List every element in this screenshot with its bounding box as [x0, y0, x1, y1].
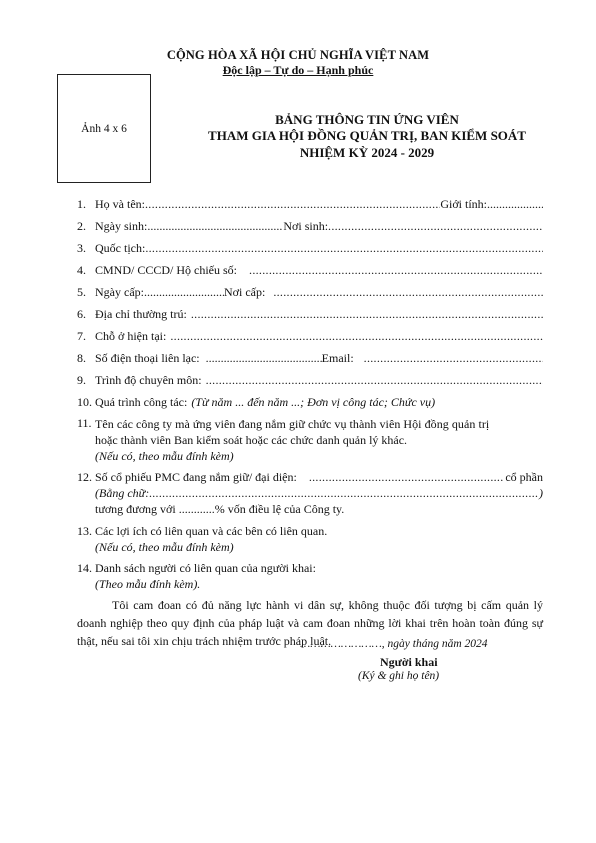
signature-date-line: ……………………, ngày tháng năm 2024 — [300, 638, 488, 650]
field-companies: 11. — [77, 416, 92, 430]
email-label: Email: — [321, 351, 354, 365]
field-shares[interactable]: 12. Số cổ phiếu PMC đang nắm giữ/ đại diện: ..... cổ phần — [77, 470, 543, 485]
photo-label: Ảnh 4 x 6 — [81, 122, 127, 135]
field-related-interests: 13. Các lợi ích có liên quan và các bên có liên quan. — [77, 524, 328, 538]
companies-text: Tên các công ty mà ứng viên đang nắm giữ chức vụ thành viên Hội đồng quản trị hoặc thành viên Ban kiểm soát hoặc các chức danh quản lý khác. (Nếu có, theo mẫu đính kèm) — [95, 416, 543, 464]
field-related-persons: 14. Danh sách người có liên quan của người khai: — [77, 561, 316, 575]
email-blank[interactable] — [364, 351, 543, 366]
phone-blank[interactable] — [206, 351, 322, 366]
birth-place-label: Nơi sinh: — [283, 219, 329, 233]
form-title-line3: NHIỆM KỲ 2024 - 2029 — [299, 145, 435, 160]
phone-label: Số điện thoại liên lạc: — [95, 351, 200, 365]
birth-date-label: Ngày sinh: — [95, 219, 148, 233]
field-full-name[interactable]: 1. Họ và tên: ..... Giới tính: ..... — [77, 197, 543, 212]
full-name-label: Họ và tên: — [95, 197, 145, 211]
permanent-address-blank[interactable] — [191, 307, 543, 322]
nation-header: CỘNG HÒA XÃ HỘI CHỦ NGHĨA VIỆT NAM — [166, 48, 430, 62]
field-birth[interactable]: 2. Ngày sinh: ..... Nơi sinh: ..... — [77, 219, 543, 234]
signer-label: Người khai — [380, 655, 438, 669]
issue-place-blank[interactable] — [273, 285, 543, 300]
form-title-line2: THAM GIA HỘI ĐỒNG QUẢN TRỊ, BAN KIỂM SOÁT — [208, 128, 526, 143]
shares-equivalent: tương đương với ............% vốn điều lệ của Công ty. — [95, 502, 345, 516]
photo-box — [57, 74, 151, 183]
field-qualification[interactable]: 9. Trình độ chuyên môn: ..... — [77, 373, 543, 388]
permanent-address-label: Địa chỉ thường trú: — [95, 307, 187, 321]
shares-blank[interactable] — [309, 470, 504, 485]
field-id-number[interactable]: 4. CMND/ CCCD/ Hộ chiếu số: ..... — [77, 263, 543, 278]
related-persons-label: Danh sách người có liên quan của người khai: — [95, 561, 316, 575]
companies-hint: (Nếu có, theo mẫu đính kèm) — [95, 449, 234, 463]
gender-blank[interactable] — [487, 197, 543, 212]
id-number-blank[interactable] — [249, 263, 543, 278]
birth-place-blank[interactable] — [328, 219, 543, 234]
field-permanent-address[interactable]: 6. Địa chỉ thường trú: ..... — [77, 307, 543, 322]
shares-in-words[interactable]: (Bằng chữ: ..... ) — [95, 486, 543, 501]
declaration-text: Tôi cam đoan có đủ năng lực hành vi dân sự, không thuộc đối tượng bị cấm quản lý doanh nghiệp theo quy định của pháp luật và cam đoan những lời khai trên hoàn toàn đúng sự thật, nếu sai tôi xin chịu trách nhiệm trước pháp luật. — [77, 598, 543, 648]
full-name-blank[interactable] — [145, 197, 440, 212]
percent-blank[interactable]: ............ — [178, 502, 215, 516]
work-history-hint: (Từ năm ... đến năm ...; Đơn vị công tác; Chức vụ) — [191, 395, 436, 409]
work-history-label: Quá trình công tác: — [95, 395, 188, 409]
current-address-label: Chỗ ở hiện tại: — [95, 329, 167, 343]
field-nationality[interactable]: 3. Quốc tịch: ..... — [77, 241, 543, 256]
nationality-blank[interactable] — [145, 241, 543, 256]
issue-date-blank[interactable] — [144, 285, 224, 300]
signature-note: (Ký & ghi họ tên) — [358, 670, 440, 682]
id-number-label: CMND/ CCCD/ Hộ chiếu số: — [95, 263, 238, 277]
nationality-label: Quốc tịch: — [95, 241, 146, 255]
field-issue[interactable]: 5. Ngày cấp: ..... Nơi cấp: ..... — [77, 285, 543, 300]
motto: Độc lập – Tự do – Hạnh phúc — [222, 63, 374, 77]
issue-place-label: Nơi cấp: — [223, 285, 266, 299]
shares-unit: cổ phần — [505, 470, 543, 484]
qualification-blank[interactable] — [206, 373, 543, 388]
related-persons-hint: (Theo mẫu đính kèm). — [95, 577, 201, 591]
gender-label: Giới tính: — [440, 197, 487, 211]
shares-words-blank[interactable] — [149, 486, 539, 501]
field-current-address[interactable]: 7. Chỗ ở hiện tại: ..... — [77, 329, 543, 344]
field-work-history: 10. Quá trình công tác: (Từ năm ... đến năm ...; Đơn vị công tác; Chức vụ) — [77, 395, 436, 409]
related-interests-label: Các lợi ích có liên quan và các bên có liên quan. — [95, 524, 328, 538]
birth-date-blank[interactable] — [147, 219, 283, 234]
qualification-label: Trình độ chuyên môn: — [95, 373, 202, 387]
form-title-line1: BẢNG THÔNG TIN ỨNG VIÊN — [275, 112, 459, 127]
related-interests-hint: (Nếu có, theo mẫu đính kèm) — [95, 540, 234, 554]
field-contact[interactable]: 8. Số điện thoại liên lạc: ..... Email: ..... — [77, 351, 543, 366]
shares-label: Số cổ phiếu PMC đang nắm giữ/ đại diện: — [95, 470, 297, 484]
issue-date-label: Ngày cấp: — [95, 285, 144, 299]
current-address-blank[interactable] — [170, 329, 543, 344]
